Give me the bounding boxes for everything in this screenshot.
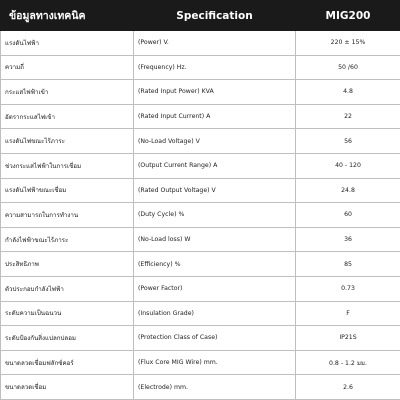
row-thai-label: ช่วงกระแสไฟฟ้าในการเชื่อม [1,153,134,178]
row-thai-label: แรงดันไฟฟ้า [1,31,134,56]
table-row [1,326,400,351]
row-thai-label: อัตรากระแสไฟเข้า [1,104,134,129]
row-spec-label: (No-Load Voltage) V [134,129,296,154]
row-thai-label: ตัวประกอบกำลังไฟฟ้า [1,276,134,301]
row-thai-label: แรงดันไฟขณะไร้ภาระ [1,129,134,154]
row-spec-label: (Frequency) Hz. [134,55,296,80]
row-value: 24.8 [296,178,400,203]
row-spec-label: (Electrode) mm. [134,375,296,400]
row-spec-label: (Flux Core MIG Wire) mm. [134,350,296,375]
table-row [1,80,400,105]
row-value: 50 /60 [296,55,400,80]
row-thai-label: ประสิทธิภาพ [1,252,134,277]
row-value: 56 [296,129,400,154]
header-specification: Specification [134,1,296,31]
table-row [1,203,400,228]
row-value: F [296,301,400,326]
row-spec-label: (Duty Cycle) % [134,203,296,228]
row-spec-label: (Rated Input Current) A [134,104,296,129]
row-value: 4.8 [296,80,400,105]
table-body [1,31,400,400]
table-row [1,301,400,326]
table-row [1,55,400,80]
row-thai-label: ระดับป้องกันสิ่งแปลกปลอม [1,326,134,351]
table-row [1,252,400,277]
table-row [1,227,400,252]
row-value: 60 [296,203,400,228]
table-row [1,31,400,56]
row-thai-label: ขนาดลวดเชื่อมฟลักซ์คอร์ [1,350,134,375]
row-value: 2.6 [296,375,400,400]
row-value: 220 ± 15% [296,31,400,56]
table-header [1,1,400,31]
row-thai-label: ระดับความเป็นฉนวน [1,301,134,326]
row-value: 22 [296,104,400,129]
table-row [1,153,400,178]
row-thai-label: ความถี่ [1,55,134,80]
row-spec-label: (Efficiency) % [134,252,296,277]
row-value: 40 - 120 [296,153,400,178]
row-value: 85 [296,252,400,277]
table-row [1,178,400,203]
row-spec-label: (No-Load loss) W [134,227,296,252]
row-spec-label: (Power Factor) [134,276,296,301]
row-spec-label: (Output Current Range) A [134,153,296,178]
row-spec-label: (Power) V. [134,31,296,56]
row-spec-label: (Rated Input Power) KVA [134,80,296,105]
row-spec-label: (Rated Output Voltage) V [134,178,296,203]
row-spec-label: (Protection Class of Case) [134,326,296,351]
header-thai-technical-data: ข้อมูลทางเทคนิค [1,1,134,31]
row-value: 36 [296,227,400,252]
table-row [1,276,400,301]
table-row [1,129,400,154]
row-value: 0.73 [296,276,400,301]
row-thai-label: ความสามารถในการทำงาน [1,203,134,228]
header-model: MIG200 [296,1,400,31]
header-row [1,1,400,31]
table-row [1,375,400,400]
row-value: 0.8 - 1.2 มม. [296,350,400,375]
row-spec-label: (Insulation Grade) [134,301,296,326]
row-thai-label: กระแสไฟฟ้าเข้า [1,80,134,105]
table-row [1,350,400,375]
row-thai-label: แรงดันไฟฟ้าขณะเชื่อม [1,178,134,203]
table-row [1,104,400,129]
row-thai-label: ขนาดลวดเชื่อม [1,375,134,400]
row-value: IP21S [296,326,400,351]
row-thai-label: กำลังไฟฟ้าขณะไร้ภาระ [1,227,134,252]
